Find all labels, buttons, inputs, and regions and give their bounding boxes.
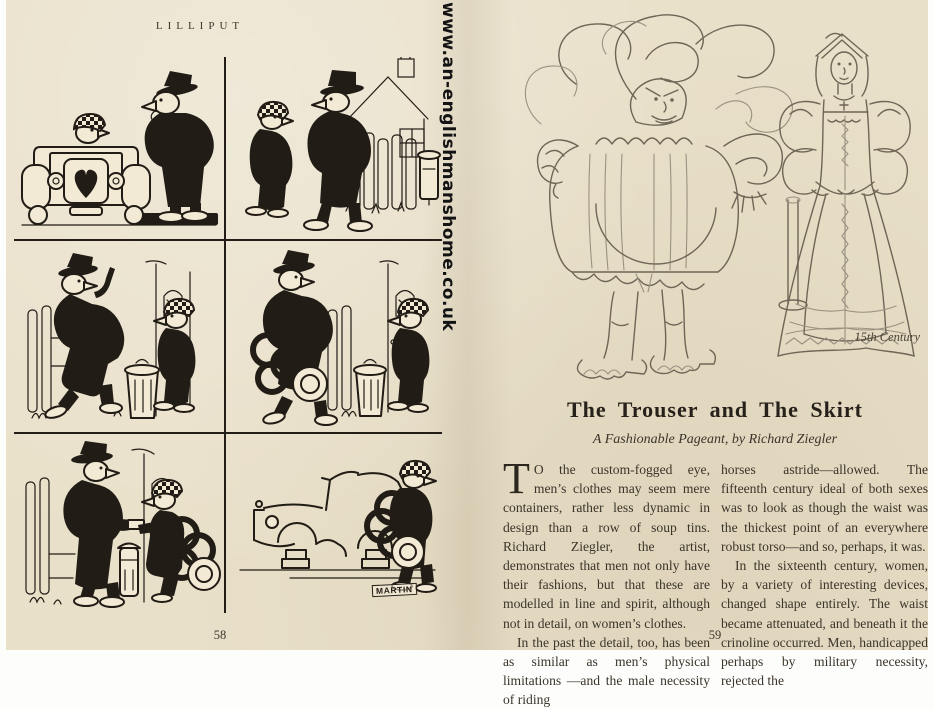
- magazine-title-header: LILLIPUT: [155, 20, 245, 32]
- paragraph: In the sixteenth century, women, by a variety of interesting devices, changed shape entirely. The waist became attenuated, and beneath it the crinoline occurred. Men, handicapped perhaps by military necessity, rejected the: [721, 558, 928, 689]
- chauffeur-receiving-money: [138, 480, 220, 602]
- man-figure-with-plumed-hat: [525, 15, 807, 379]
- car-front-view: [22, 147, 150, 224]
- drop-cap: T: [503, 454, 530, 503]
- chauffeur-watching: [154, 299, 195, 412]
- comic-grid-horizontal-divider-2: [14, 432, 442, 434]
- article-title: The Trouser and The Skirt: [566, 397, 864, 422]
- dustbin: [354, 360, 386, 417]
- comic-grid-horizontal-divider-1: [14, 239, 442, 241]
- paragraph: horses astride—allowed. The fifteenth century ideal of both sexes was to look as though the waist was the thickest point of an everywhere robust torso—and so, perhaps, it was.: [721, 462, 928, 554]
- article-column-1: [503, 454, 710, 710]
- chauffeur: [246, 102, 293, 217]
- man-with-tyres: [253, 250, 337, 426]
- chauffeur-walking-away-with-tyres: [367, 461, 436, 592]
- pump: [118, 544, 140, 597]
- comic-panel-4-carrying-tyres-back: [230, 246, 442, 430]
- pillar-bin: [418, 151, 440, 205]
- woman-figure-in-gown: [778, 33, 914, 356]
- man-in-black-suit: [304, 70, 372, 231]
- man-in-black-suit: [142, 71, 214, 222]
- paragraph: [503, 454, 710, 633]
- article-subtitle: A Fashionable Pageant, by Richard Ziegler: [592, 432, 838, 447]
- paragraph: In the past the detail, too, has been as similar as men’s physical limitations —and the male necessity of riding: [503, 634, 710, 708]
- chauffeur-in-car: [74, 114, 109, 143]
- chauffeur-watching: [342, 299, 429, 416]
- comic-panel-3-climbing-gate: [14, 246, 222, 430]
- costume-sketch-illustration: [486, 4, 930, 386]
- comic-grid-vertical-divider: [224, 57, 226, 613]
- comic-panel-2-walking-past-fence: [230, 57, 442, 237]
- paragraph-text: O the custom-fogged eye, men’s clothes may seem mere containers, rather less dynamic in design than a row of soup tins. Richard Ziegler, the artist, demonstrates that men not only have their fashions, but that these are modelled in line and spirit, although not in detail, on women’s clothes.: [503, 462, 710, 631]
- cartoonist-signature: MARTIN: [372, 583, 417, 597]
- illustration-caption: 15th Century: [854, 330, 920, 344]
- man-climbing: [32, 253, 124, 420]
- comic-panel-5-paying-chauffeur: [14, 438, 222, 610]
- comic-panel-1-man-inspecting-car: [14, 57, 222, 237]
- article-column-2: [721, 460, 928, 710]
- dustbin: [125, 360, 159, 419]
- article-body: [503, 454, 928, 710]
- right-page-number: 59: [708, 628, 722, 642]
- website-watermark: www.an-englishmanshome.co.uk: [438, 2, 458, 332]
- left-page-number: 58: [213, 628, 227, 642]
